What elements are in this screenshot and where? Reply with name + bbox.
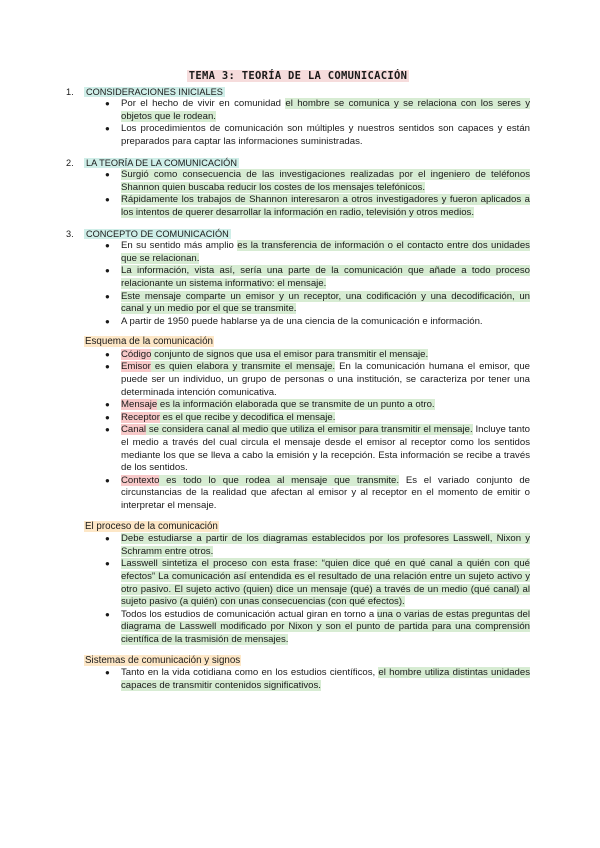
subsection-heading bbox=[84, 336, 530, 349]
item-text: Tanto en la vida cotidiana como en los estudios científicos, bbox=[121, 667, 379, 679]
highlight-text: se considera canal al medio que utiliza el emisor para transmitir el mensaje. bbox=[146, 424, 473, 436]
highlight-text: una o varias de estas preguntas del diagrama de Lasswell modificado por Nixon y son el punto de partida para una comprensión científica de la trasmisión de mensajes. bbox=[121, 608, 530, 645]
highlight-text: Surgió como consecuencia de las investigaciones realizadas por el ingeniero de teléfonos Shannon quien buscaba reducir los costes de los mensajes telefónicos. bbox=[121, 169, 530, 193]
list-item bbox=[121, 558, 530, 608]
item-text: Todos los estudios de comunicación actual giran en torno a bbox=[121, 608, 378, 620]
subsection-esquema bbox=[66, 336, 530, 512]
highlight-text: es el que recibe y decodifica el mensaje. bbox=[159, 411, 336, 423]
section-number: 2. bbox=[66, 157, 74, 168]
list-item bbox=[121, 399, 530, 412]
term-highlight: Mensaje bbox=[121, 399, 158, 411]
highlight-text: Lasswell sintetiza el proceso con esta frase: “quien dice qué en qué canal a quién con qué efectos” La comunicación así entendida es el resultado de una relación entre un sujeto activo y otro pasivo. El sujeto activo (quien) dice un mensaje (qué) a través de un medio (qué canal) al sujeto pasivo (a quién) con unas consecuencias (con qué efectos). bbox=[121, 558, 530, 608]
bullet-list bbox=[66, 533, 530, 646]
highlight-text: La información, vista así, sería una parte de la comunicación que añade a todo proceso relacionante un sistema informativo: el mensaje. bbox=[121, 265, 530, 289]
highlight-text: es quien elabora y transmite el mensaje. bbox=[150, 361, 336, 373]
highlight-text: es la transferencia de información o el contacto entre dos unidades que se relacionan. bbox=[121, 240, 530, 264]
bullet-list bbox=[66, 98, 530, 148]
list-item bbox=[121, 265, 530, 290]
list-item bbox=[121, 533, 530, 558]
list-item bbox=[121, 291, 530, 316]
highlight-text: el hombre se comunica y se relaciona con los seres y objetos que le rodean. bbox=[121, 98, 530, 122]
item-text: Por el hecho de vivir en comunidad bbox=[121, 98, 286, 110]
subsection-heading bbox=[84, 655, 530, 668]
highlight-text: Este mensaje comparte un emisor y un receptor, una codificación y una decodificación, un canal y un medio por el que se transmite. bbox=[121, 290, 530, 315]
subsection-heading bbox=[84, 521, 530, 534]
bullet-list bbox=[66, 349, 530, 513]
item-text: Incluye tanto el medio a través del cual circula el mensaje desde el emisor al receptor como los sentidos mediante los que se lleva a cabo la emisión y la recepción. Esta información se recibe a través de los sentidos. bbox=[121, 424, 530, 474]
item-text: A partir de 1950 puede hablarse ya de una ciencia de la comunicación e información. bbox=[121, 315, 483, 327]
term-highlight: Emisor bbox=[121, 361, 151, 373]
highlight-text: el hombre utiliza distintas unidades capaces de transmitir contenidos significativos. bbox=[121, 667, 531, 691]
list-item bbox=[121, 475, 530, 513]
bullet-list bbox=[66, 169, 530, 219]
highlight-text: Rápidamente los trabajos de Shannon interesaron a otros investigadores y fueron aplicados a los intentos de querer desarrollar la información en radio, televisión y otros medios. bbox=[121, 194, 530, 218]
subsection-proceso bbox=[66, 521, 530, 647]
highlight-text: es todo lo que rodea al mensaje que transmite. bbox=[159, 474, 400, 486]
title-text: TEMA 3: TEORÍA DE LA COMUNICACIÓN bbox=[188, 70, 408, 82]
page-title bbox=[66, 70, 530, 83]
term-highlight: Contexto bbox=[121, 474, 160, 486]
list-item bbox=[121, 412, 530, 425]
list-item bbox=[121, 609, 530, 647]
list-item bbox=[121, 240, 530, 265]
section-number: 1. bbox=[66, 86, 74, 97]
section-title: CONCEPTO DE COMUNICACIÓN bbox=[86, 228, 229, 239]
item-text: Es el variado conjunto de circunstancias de la realidad que afectan al emisor y al receptor en el momento de emitir o interpretar el mensaje. bbox=[121, 474, 530, 511]
section-concepto bbox=[66, 228, 530, 329]
section-teoria bbox=[66, 157, 530, 220]
list-item bbox=[121, 349, 530, 362]
section-title: CONSIDERACIONES INICIALES bbox=[86, 86, 223, 97]
list-item bbox=[121, 123, 530, 148]
subsection-title: Esquema de la comunicación bbox=[85, 336, 213, 348]
section-number: 3. bbox=[66, 228, 74, 239]
highlight-text: conjunto de signos que usa el emisor para transmitir el mensaje. bbox=[151, 348, 429, 360]
list-item bbox=[121, 194, 530, 219]
subsection-title: El proceso de la comunicación bbox=[85, 520, 218, 532]
item-text: En la comunicación humana el emisor, que puede ser un individuo, un grupo de personas o una institución, se caracteriza por tener una determinada intención comunicativa. bbox=[121, 361, 530, 398]
term-highlight: Código bbox=[121, 348, 152, 360]
list-item bbox=[121, 667, 530, 692]
section-heading bbox=[66, 86, 530, 99]
list-item bbox=[121, 424, 530, 474]
section-title: LA TEORÍA DE LA COMUNICACIÓN bbox=[86, 157, 237, 168]
section-heading bbox=[66, 157, 530, 170]
section-consideraciones bbox=[66, 86, 530, 149]
item-text: Los procedimientos de comunicación son múltiples y nuestros sentidos son capaces y están preparados para captar las informaciones suministradas. bbox=[121, 123, 530, 147]
term-highlight: Receptor bbox=[121, 411, 160, 423]
list-item bbox=[121, 361, 530, 399]
bullet-list bbox=[66, 240, 530, 328]
list-item bbox=[121, 98, 530, 123]
term-highlight: Canal bbox=[121, 424, 147, 436]
bullet-list bbox=[66, 667, 530, 692]
highlight-text: Debe estudiarse a partir de los diagramas establecidos por los profesores Lasswell, Nixon y Schramm entre otros. bbox=[121, 533, 530, 557]
subsection-sistemas bbox=[66, 655, 530, 693]
highlight-text: es la información elaborada que se transmite de un punto a otro. bbox=[157, 399, 435, 411]
subsection-title: Sistemas de comunicación y signos bbox=[85, 654, 241, 666]
list-item bbox=[121, 316, 530, 329]
list-item bbox=[121, 169, 530, 194]
item-text: En su sentido más amplio bbox=[121, 240, 238, 252]
section-heading bbox=[66, 228, 530, 241]
